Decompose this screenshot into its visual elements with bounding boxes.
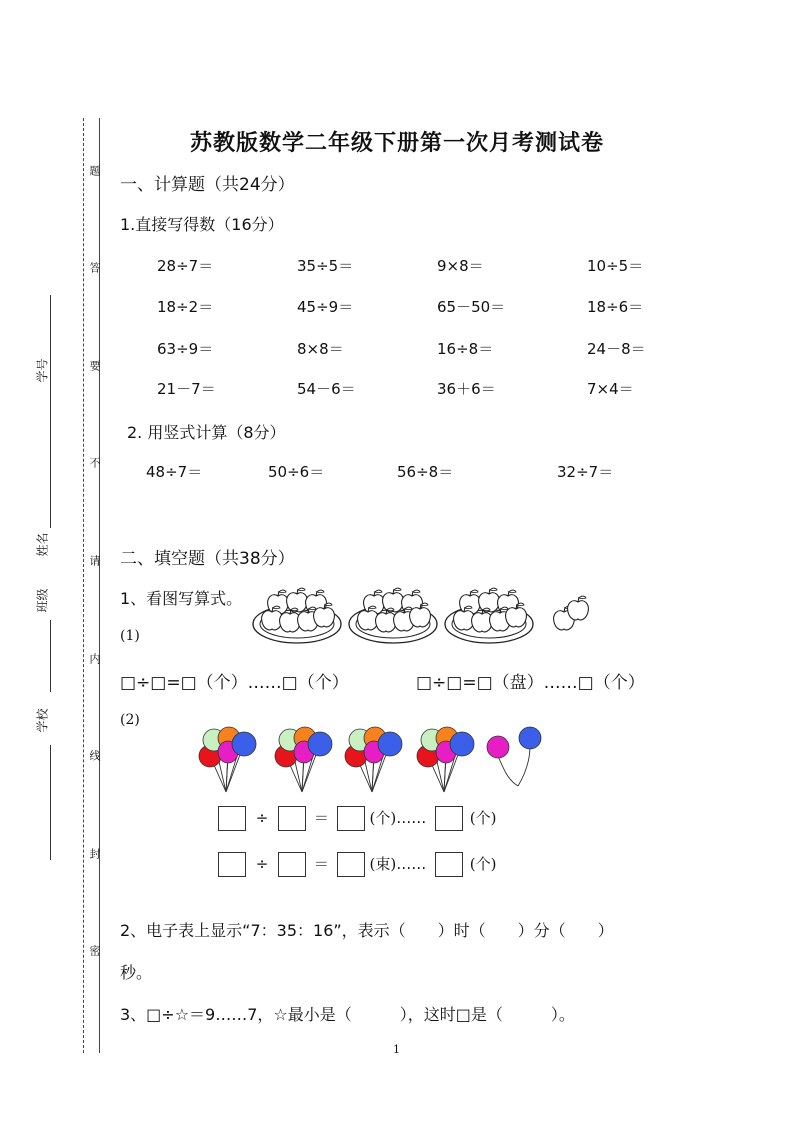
- margin-char: 内: [88, 653, 101, 666]
- apple-plates-illustration: [252, 584, 597, 646]
- remainder-dots: ……: [396, 855, 427, 873]
- margin-char: 线: [88, 750, 101, 763]
- answer-box[interactable]: [218, 852, 246, 877]
- problem: 16÷8＝: [437, 340, 494, 358]
- problem: 63÷9＝: [157, 340, 214, 358]
- divide-sign: ÷: [255, 855, 269, 873]
- balloons-illustration: [192, 722, 552, 802]
- unit-label: (束): [369, 855, 397, 873]
- margin-char: 不: [88, 457, 101, 470]
- part2-label: 2. 用竖式计算（8分）: [127, 423, 286, 442]
- problem: 8×8＝: [297, 340, 344, 358]
- answer-box[interactable]: [337, 806, 365, 831]
- q1-sub2-equation-b: [218, 852, 497, 877]
- binding-line-dashed: [83, 118, 84, 1053]
- problem: 35÷5＝: [297, 257, 354, 275]
- margin-char: 要: [88, 360, 101, 373]
- student-no-label: 学号: [35, 358, 50, 383]
- problem: 24－8＝: [587, 340, 646, 358]
- q3-text: 3、□÷☆＝9……7，☆最小是（ ），这时□是（ ）。: [120, 1005, 575, 1024]
- divide-sign: ÷: [255, 809, 269, 827]
- problem: 9×8＝: [437, 257, 484, 275]
- problem: 7×4＝: [587, 380, 634, 398]
- problem: 36＋6＝: [437, 380, 496, 398]
- unit-label: (个): [469, 809, 497, 827]
- class-label: 班级: [35, 588, 50, 613]
- answer-box[interactable]: [218, 806, 246, 831]
- binding-line-solid: [99, 118, 100, 1053]
- name-blank[interactable]: [50, 408, 51, 528]
- q1-sub1-equation-a: □÷□=□（个）……□（个）: [120, 673, 349, 693]
- margin-char: 密: [88, 945, 101, 958]
- name-label: 姓名: [35, 532, 50, 557]
- answer-box[interactable]: [278, 806, 306, 831]
- answer-box[interactable]: [278, 852, 306, 877]
- remainder-dots: ……: [396, 809, 427, 827]
- q1-sub2-label: (2): [120, 712, 140, 728]
- answer-box[interactable]: [435, 806, 463, 831]
- equals-sign: ＝: [313, 809, 329, 827]
- section1-heading: 一、计算题（共24分）: [120, 175, 295, 195]
- problem: 10÷5＝: [587, 257, 644, 275]
- unit-label: (个): [369, 809, 397, 827]
- problem: 65－50＝: [437, 298, 506, 316]
- class-blank[interactable]: [50, 620, 51, 692]
- vertical-calc-problem: 32÷7＝: [557, 463, 614, 481]
- q1-sub2-equation-a: [218, 806, 497, 831]
- margin-char: 请: [88, 555, 101, 568]
- q2-text: 2、电子表上显示“7：35：16”，表示（ ）时（ ）分（ ）: [120, 921, 614, 940]
- margin-char: 题: [88, 165, 101, 178]
- q1-label: 1、看图写算式。: [120, 589, 243, 608]
- unit-label: (个): [469, 855, 497, 873]
- q2-text-cont: 秒。: [120, 963, 153, 982]
- q1-sub1-label: (1): [120, 628, 140, 644]
- problem: 18÷6＝: [587, 298, 644, 316]
- page-number: 1: [393, 1043, 400, 1056]
- vertical-calc-problem: 48÷7＝: [146, 463, 203, 481]
- school-blank[interactable]: [50, 745, 51, 860]
- margin-char: 答: [88, 262, 101, 275]
- equals-sign: ＝: [313, 855, 329, 873]
- school-label: 学校: [35, 708, 50, 733]
- answer-box[interactable]: [337, 852, 365, 877]
- problem: 54－6＝: [297, 380, 356, 398]
- answer-box[interactable]: [435, 852, 463, 877]
- problem: 45÷9＝: [297, 298, 354, 316]
- part1-label: 1.直接写得数（16分）: [120, 215, 284, 234]
- page-title: 苏教版数学二年级下册第一次月考测试卷: [190, 131, 605, 156]
- problem: 21－7＝: [157, 380, 216, 398]
- margin-char: 封: [88, 848, 101, 861]
- section2-heading: 二、填空题（共38分）: [120, 549, 295, 569]
- problem: 18÷2＝: [157, 298, 214, 316]
- student-no-blank[interactable]: [50, 295, 51, 415]
- problem: 28÷7＝: [157, 257, 214, 275]
- vertical-calc-problem: 56÷8＝: [397, 463, 454, 481]
- vertical-calc-problem: 50÷6＝: [268, 463, 325, 481]
- q1-sub1-equation-b: □÷□=□（盘）……□（个）: [416, 673, 645, 693]
